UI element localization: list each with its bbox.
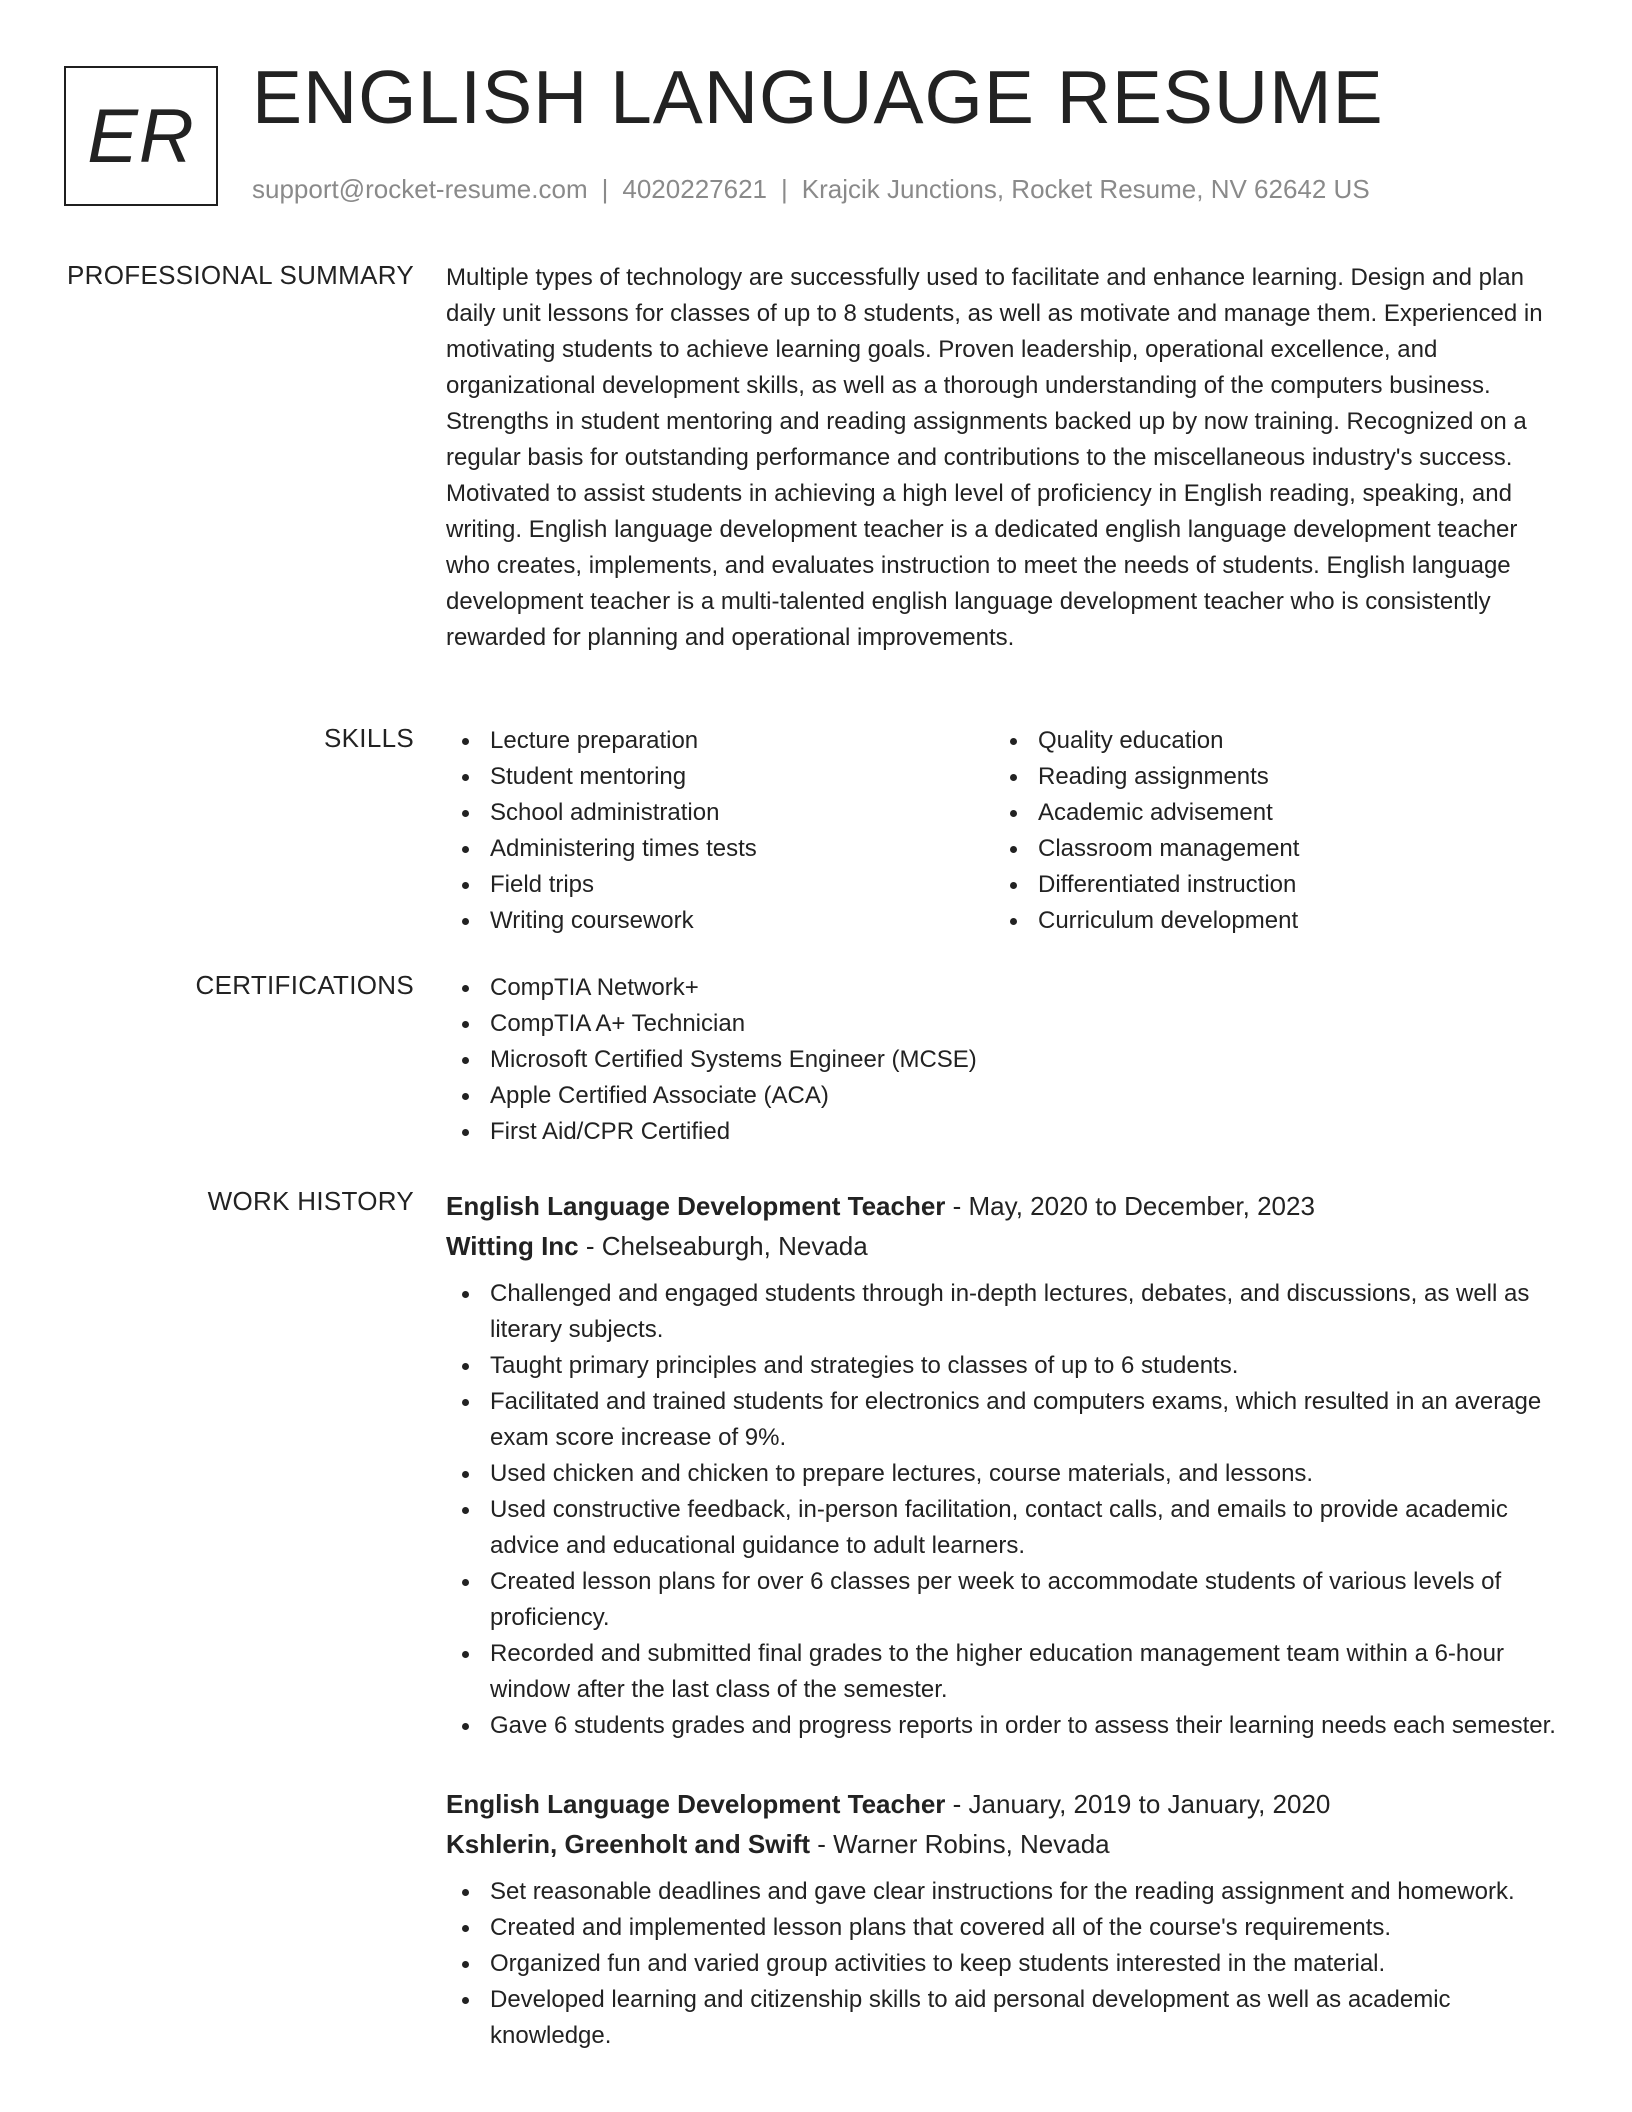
section-label-summary: PROFESSIONAL SUMMARY [67, 260, 414, 290]
contact-email[interactable]: support@rocket-resume.com [252, 174, 588, 204]
skill-item: Academic advisement [994, 795, 1542, 831]
certifications-list [446, 970, 1562, 1150]
skill-item: Administering times tests [446, 831, 994, 867]
job-bullet: Challenged and engaged students through in-depth lectures, debates, and discussions, as well as literary subjects. [446, 1276, 1562, 1348]
contact-separator: | [781, 174, 788, 204]
page-title: ENGLISH LANGUAGE RESUME [252, 55, 1384, 139]
job-entry [446, 1186, 1562, 1744]
job-bullet: Gave 6 students grades and progress reports in order to assess their learning needs each semester. [446, 1708, 1562, 1744]
section-label-certifications: CERTIFICATIONS [195, 970, 414, 1000]
job-bullet: Recorded and submitted final grades to the higher education management team within a 6-hour window after the last class of the semester. [446, 1636, 1562, 1708]
job-bullet: Developed learning and citizenship skills to aid personal development as well as academic knowledge. [446, 1982, 1562, 2054]
skill-item: School administration [446, 795, 994, 831]
certification-item: CompTIA Network+ [446, 970, 1562, 1006]
job-dates: - January, 2019 to January, 2020 [945, 1789, 1331, 1819]
skill-item: Curriculum development [994, 903, 1542, 939]
job-bullet-list [446, 1276, 1562, 1744]
job-bullet: Used constructive feedback, in-person facilitation, contact calls, and emails to provide academic advice and educational guidance to adult learners. [446, 1492, 1562, 1564]
skill-item: Reading assignments [994, 759, 1542, 795]
job-bullet: Used chicken and chicken to prepare lectures, course materials, and lessons. [446, 1456, 1562, 1492]
job-title-line [446, 1186, 1562, 1226]
job-entry [446, 1784, 1562, 2054]
job-title: English Language Development Teacher [446, 1789, 946, 1819]
job-location: - Chelseaburgh, Nevada [578, 1231, 868, 1261]
job-bullet: Facilitated and trained students for electronics and computers exams, which resulted in an average exam score increase of 9%. [446, 1384, 1562, 1456]
section-label-work-history: WORK HISTORY [207, 1186, 414, 1216]
skills-columns [446, 723, 1562, 939]
certification-item: Apple Certified Associate (ACA) [446, 1078, 1562, 1114]
certifications-body [446, 970, 1562, 1150]
contact-address: Krajcik Junctions, Rocket Resume, NV 62642 US [801, 174, 1370, 204]
skill-item: Classroom management [994, 831, 1542, 867]
contact-separator: | [601, 174, 609, 204]
job-location: - Warner Robins, Nevada [810, 1829, 1110, 1859]
monogram-logo: ER [64, 66, 218, 206]
skills-list-left [446, 723, 994, 939]
skill-item: Lecture preparation [446, 723, 994, 759]
summary-text: Multiple types of technology are successfully used to facilitate and enhance learning. Design and plan daily unit lessons for classes of up to 8 students, as well as motivate and manage them. Experienced in motivating students to achieve learning goals. Proven leadership, operational excellence, and organizational development skills, as well as a thorough understanding of the computers business. Strengths in student mentoring and reading assignments backed up by now training. Recognized on a regular basis for outstanding performance and contributions to the miscellaneous industry's success. Motivated to assist students in achieving a high level of proficiency in English reading, speaking, and writing. English language development teacher is a dedicated english language development teacher who creates, implements, and evaluates instruction to meet the needs of students. English language development teacher is a multi-talented english language development teacher who is consistently rewarded for planning and operational improvements. [446, 264, 1543, 651]
skill-item: Quality education [994, 723, 1542, 759]
job-dates: - May, 2020 to December, 2023 [945, 1191, 1315, 1221]
certification-item: CompTIA A+ Technician [446, 1006, 1562, 1042]
contact-line [252, 174, 1370, 205]
certification-item: Microsoft Certified Systems Engineer (MCSE) [446, 1042, 1562, 1078]
job-bullet: Created lesson plans for over 6 classes per week to accommodate students of various levels of proficiency. [446, 1564, 1562, 1636]
skill-item: Student mentoring [446, 759, 994, 795]
job-bullet: Taught primary principles and strategies to classes of up to 6 students. [446, 1348, 1562, 1384]
section-label-skills: SKILLS [324, 723, 414, 753]
job-company-line [446, 1226, 1562, 1266]
job-bullet-list [446, 1874, 1562, 2054]
job-company: Kshlerin, Greenholt and Swift [446, 1829, 811, 1859]
job-bullet: Set reasonable deadlines and gave clear instructions for the reading assignment and homework. [446, 1874, 1562, 1910]
job-bullet: Organized fun and varied group activities to keep students interested in the material. [446, 1946, 1562, 1982]
skill-item: Differentiated instruction [994, 867, 1542, 903]
skill-item: Field trips [446, 867, 994, 903]
skills-list-right [994, 723, 1542, 939]
job-title-line [446, 1784, 1562, 1824]
contact-phone[interactable]: 4020227621 [622, 174, 767, 204]
job-title: English Language Development Teacher [446, 1191, 946, 1221]
job-company: Witting Inc [446, 1231, 579, 1261]
job-bullet: Created and implemented lesson plans that covered all of the course's requirements. [446, 1910, 1562, 1946]
skill-item: Writing coursework [446, 903, 994, 939]
certification-item: First Aid/CPR Certified [446, 1114, 1562, 1150]
job-company-line [446, 1824, 1562, 1864]
work-history-body [446, 1186, 1562, 2094]
